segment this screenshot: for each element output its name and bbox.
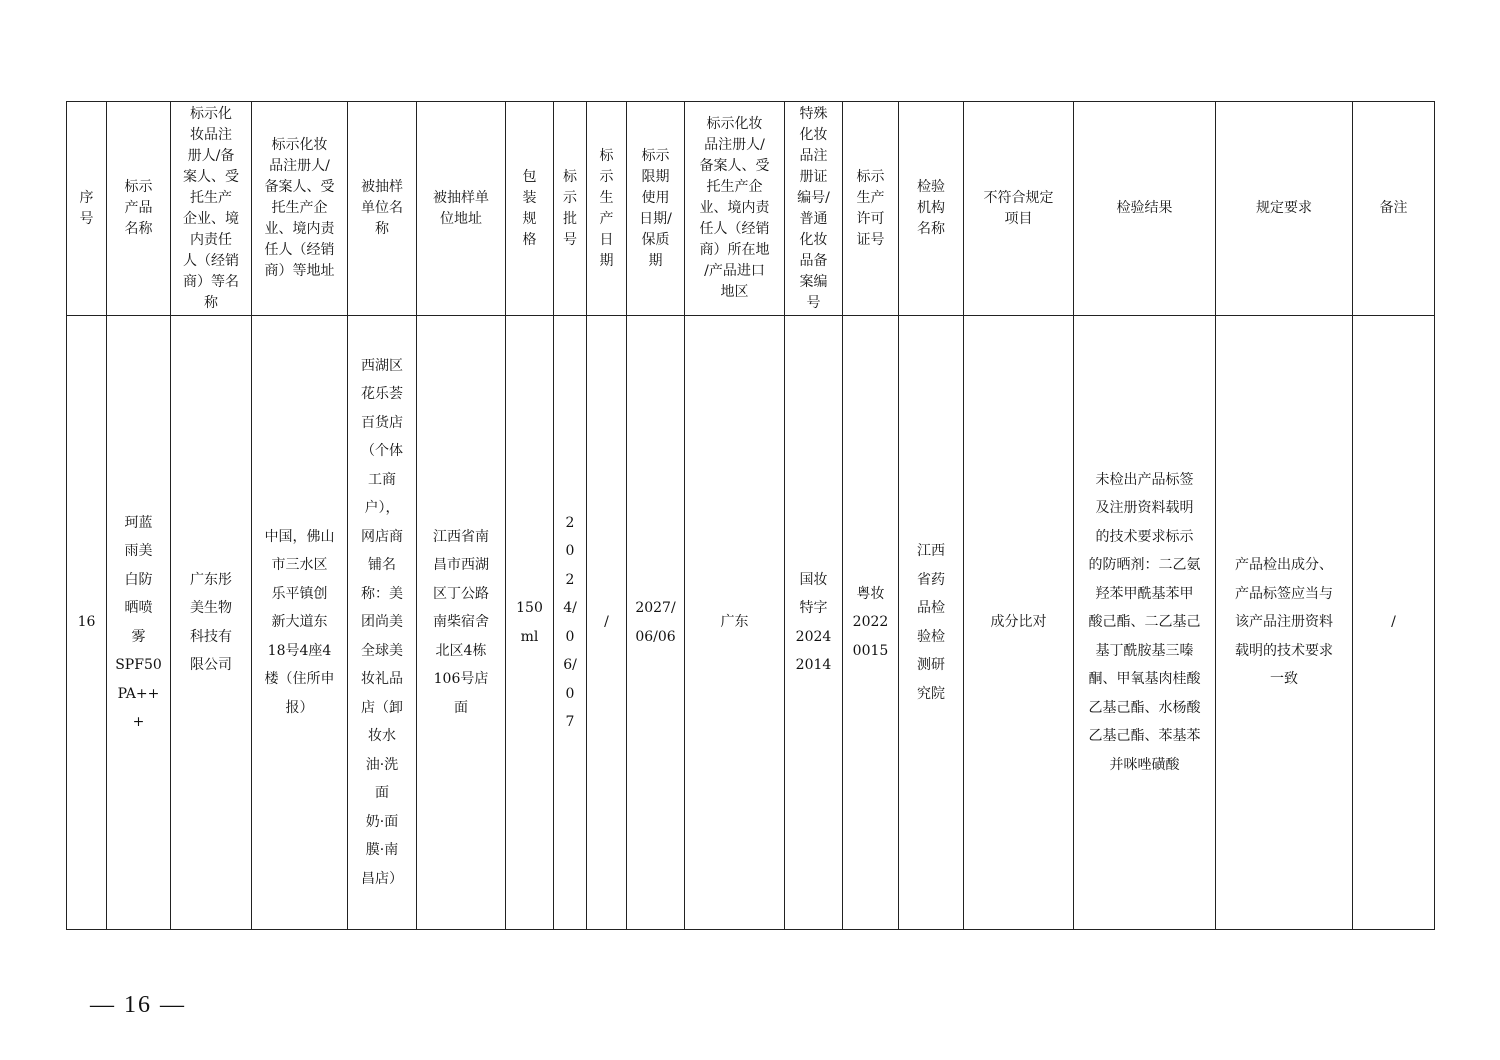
cell-registration-no: 国妆 特字 2024 2014	[785, 316, 843, 930]
header-sampled-unit: 被抽样 单位名 称	[348, 102, 417, 316]
cell-requirement: 产品检出成分、 产品标签应当与 该产品注册资料 载明的技术要求 一致	[1216, 316, 1353, 930]
cell-seq: 16	[67, 316, 107, 930]
header-package-spec: 包 装 规 格	[506, 102, 554, 316]
header-registrant-name: 标示化 妆品注 册人/备 案人、受 托生产 企业、境 内责任 人（经销 商）等名 称	[171, 102, 252, 316]
header-test-result: 检验结果	[1074, 102, 1216, 316]
header-registration-no: 特殊 化妆 品注 册证 编号/ 普通 化妆 品备 案编 号	[785, 102, 843, 316]
cell-production-date: /	[587, 316, 627, 930]
header-batch-no: 标 示 批 号	[554, 102, 587, 316]
cell-product-name: 珂蓝 雨美 白防 晒喷 雾 SPF50 PA++ +	[107, 316, 171, 930]
header-row	[67, 102, 1435, 316]
header-requirement: 规定要求	[1216, 102, 1353, 316]
header-product-name: 标示 产品 名称	[107, 102, 171, 316]
header-remark: 备注	[1353, 102, 1435, 316]
header-registrant-address: 标示化妆 品注册人/ 备案人、受 托生产企 业、境内责 任人（经销 商）等地址	[252, 102, 348, 316]
header-nonconforming-item: 不符合规定 项目	[964, 102, 1074, 316]
cell-lab: 江西 省药 品检 验检 测研 究院	[899, 316, 964, 930]
cell-location: 广东	[685, 316, 785, 930]
cell-registrant-address: 中国，佛山 市三水区 乐平镇创 新大道东 18号4座4 楼（住所申 报）	[252, 316, 348, 930]
header-license-no: 标示 生产 许可 证号	[843, 102, 899, 316]
cell-sampled-unit: 西湖区 花乐荟 百货店 （个体 工商 户）， 网店商 铺名 称：美 团尚美 全球美 妆礼品 店（卸 妆水 油·洗 面 奶·面 膜·南 昌店）	[348, 316, 417, 930]
cell-batch-no: 2 0 2 4/ 0 6/ 0 7	[554, 316, 587, 930]
cell-expiry: 2027/ 06/06	[627, 316, 685, 930]
cell-license-no: 粤妆 2022 0015	[843, 316, 899, 930]
cell-nonconforming-item: 成分比对	[964, 316, 1074, 930]
inspection-table	[66, 101, 1435, 930]
header-production-date: 标 示 生 产 日 期	[587, 102, 627, 316]
cell-registrant-name: 广东彤 美生物 科技有 限公司	[171, 316, 252, 930]
table-row	[67, 316, 1435, 930]
header-location: 标示化妆 品注册人/ 备案人、受 托生产企 业、境内责 任人（经销 商）所在地 /产品进口 地区	[685, 102, 785, 316]
header-lab: 检验 机构 名称	[899, 102, 964, 316]
cell-test-result: 未检出产品标签 及注册资料载明 的技术要求标示 的防晒剂：二乙氨 羟苯甲酰基苯甲 酸己酯、二乙基己 基丁酰胺基三嗪 酮、甲氧基肉桂酸 乙基己酯、水杨酸 乙基己酯、苯基苯 并咪唑磺酸	[1074, 316, 1216, 930]
header-seq: 序 号	[67, 102, 107, 316]
cell-package-spec: 150 ml	[506, 316, 554, 930]
header-expiry: 标示 限期 使用 日期/ 保质 期	[627, 102, 685, 316]
cell-remark: /	[1353, 316, 1435, 930]
cell-sampled-address: 江西省南 昌市西湖 区丁公路 南柴宿舍 北区4栋 106号店 面	[417, 316, 506, 930]
header-sampled-address: 被抽样单 位地址	[417, 102, 506, 316]
page-number: — 16 —	[90, 992, 186, 1018]
